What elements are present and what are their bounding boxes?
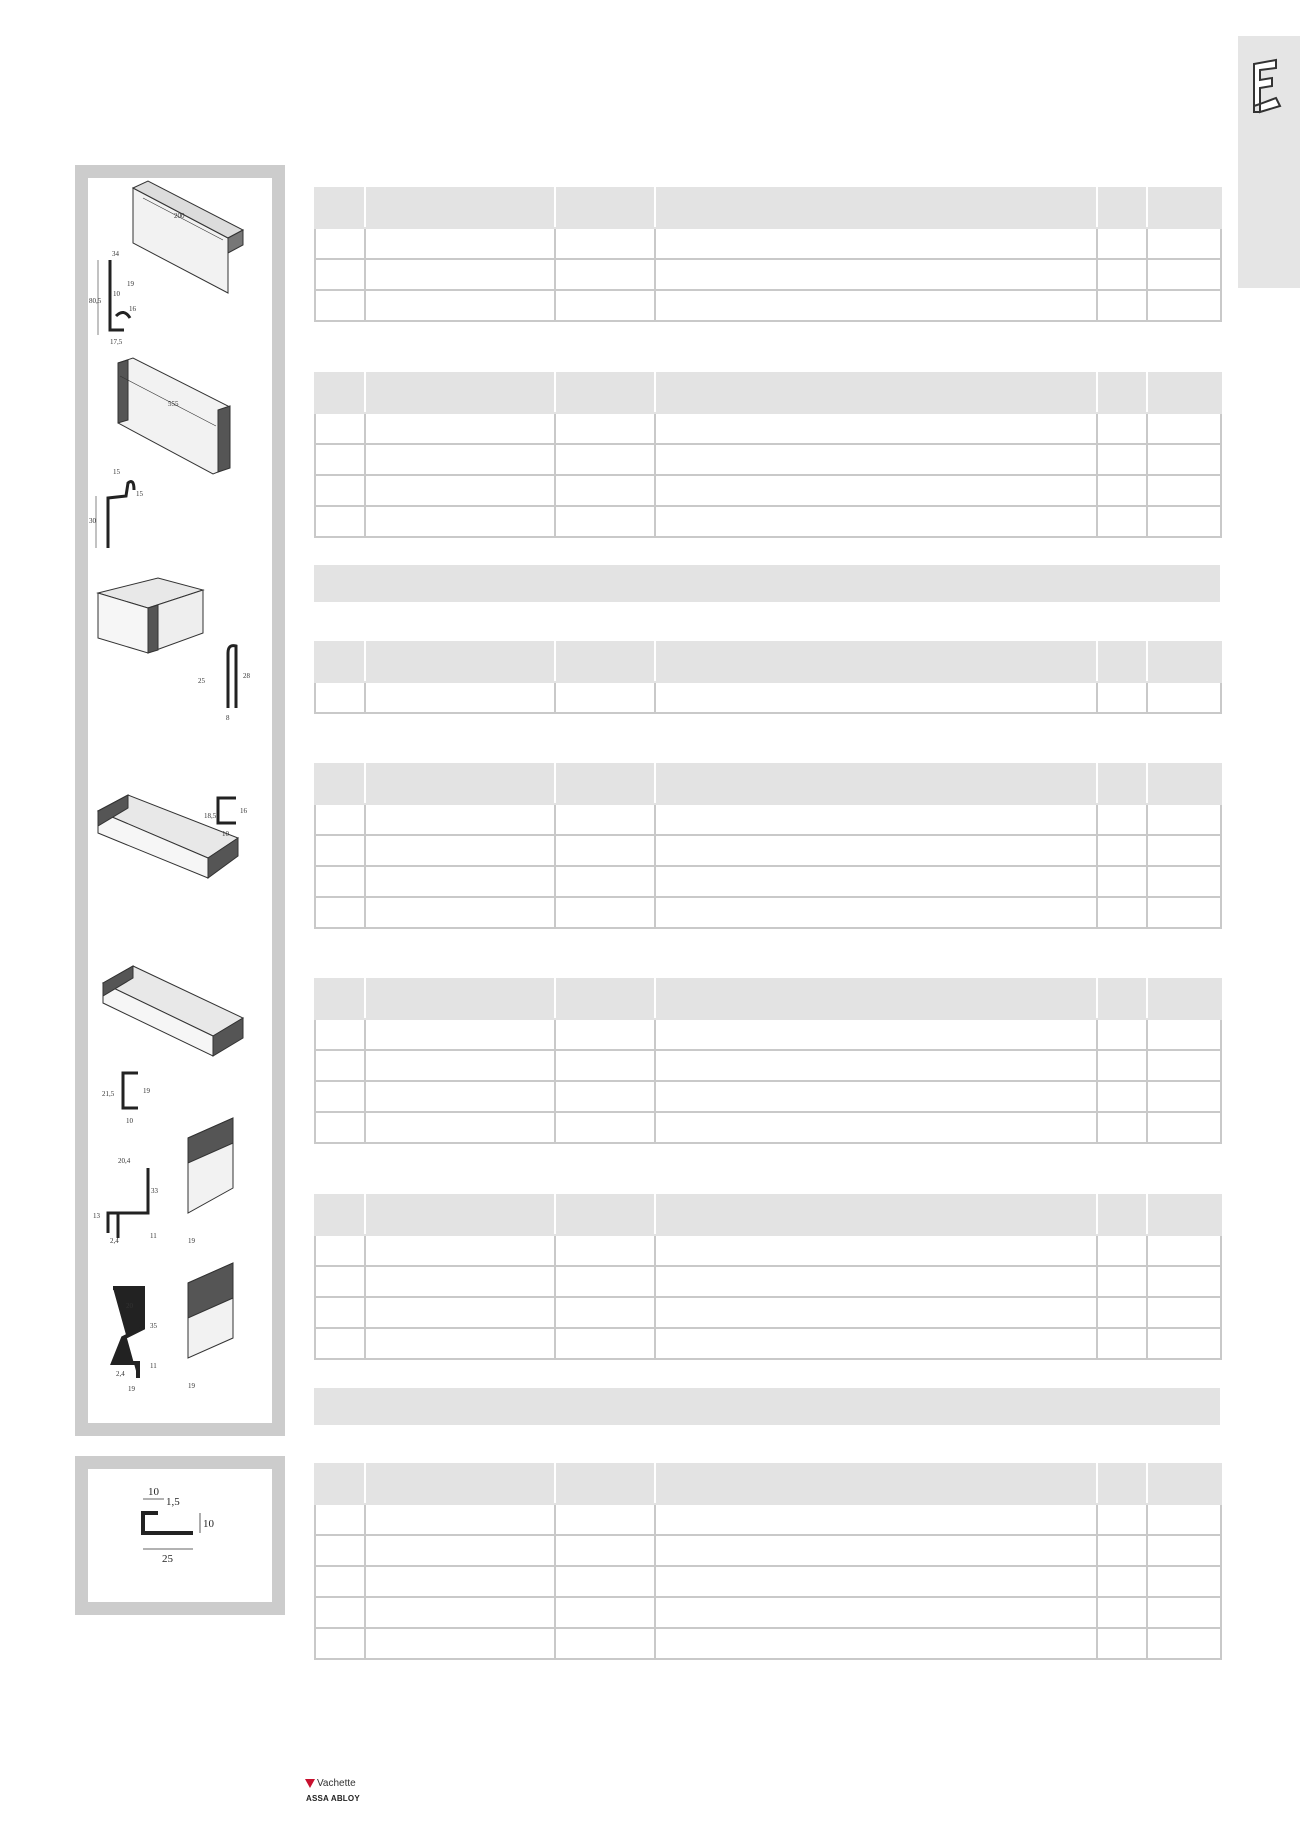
table-header	[315, 188, 1221, 228]
brand-group: ASSA ABLOY	[306, 1794, 360, 1803]
svg-text:11: 11	[150, 1232, 157, 1240]
table-header	[315, 979, 1221, 1019]
table-row	[315, 1328, 1221, 1359]
spec-table-5	[314, 978, 1222, 1144]
door-profile-icon	[1246, 58, 1286, 118]
table-row	[315, 1628, 1221, 1659]
svg-text:11: 11	[150, 1362, 157, 1370]
table-row	[315, 866, 1221, 897]
table-row	[315, 1081, 1221, 1112]
u-profile-5	[102, 966, 243, 1125]
svg-text:15: 15	[113, 468, 120, 476]
svg-text:16: 16	[129, 305, 136, 313]
svg-text:13: 13	[93, 1212, 100, 1220]
svg-text:19: 19	[127, 280, 134, 288]
j-profile-8	[88, 1469, 272, 1602]
svg-text:2,4: 2,4	[110, 1237, 119, 1245]
table-row	[315, 259, 1221, 290]
table-row	[315, 506, 1221, 537]
table-header	[315, 642, 1221, 682]
spec-table-3	[314, 641, 1222, 714]
svg-text:2,4: 2,4	[116, 1370, 125, 1378]
table-row	[315, 1266, 1221, 1297]
svg-text:80,5: 80,5	[89, 297, 102, 305]
vachette-mark-icon	[305, 1779, 315, 1788]
svg-text:10: 10	[113, 290, 120, 298]
svg-text:35: 35	[150, 1322, 157, 1330]
svg-text:17,5: 17,5	[110, 338, 123, 346]
svg-text:10: 10	[203, 1518, 214, 1530]
rail-profile-2	[89, 358, 230, 548]
table-row	[315, 1597, 1221, 1628]
svg-text:555: 555	[168, 400, 179, 408]
svg-text:10: 10	[222, 830, 229, 838]
table-row	[315, 804, 1221, 835]
table-row	[315, 413, 1221, 444]
svg-text:19: 19	[188, 1382, 195, 1390]
svg-text:16: 16	[240, 807, 247, 815]
svg-text:1,5: 1,5	[166, 1496, 180, 1508]
profile-drawings	[88, 178, 272, 1423]
svg-text:19: 19	[143, 1087, 150, 1095]
svg-text:15: 15	[136, 490, 143, 498]
brand-name: Vachette	[317, 1778, 356, 1789]
svg-text:10: 10	[126, 1117, 133, 1125]
side-tab	[1238, 36, 1300, 288]
svg-text:28: 28	[243, 672, 250, 680]
svg-text:19: 19	[128, 1385, 135, 1393]
svg-text:19: 19	[188, 1237, 195, 1245]
table-row	[315, 1050, 1221, 1081]
table-header	[315, 764, 1221, 804]
table-row	[315, 1297, 1221, 1328]
table-row	[315, 290, 1221, 321]
section-band	[314, 565, 1220, 602]
rail-profile-1	[89, 181, 243, 346]
table-row	[315, 1535, 1221, 1566]
table-row	[315, 897, 1221, 928]
spec-table-6	[314, 1194, 1222, 1360]
table-row	[315, 1566, 1221, 1597]
grip-profile-7	[113, 1263, 233, 1393]
svg-text:8: 8	[226, 714, 230, 722]
j-profile-frame	[75, 1456, 285, 1615]
table-row	[315, 1235, 1221, 1266]
spec-table-7	[314, 1463, 1222, 1660]
svg-text:34: 34	[112, 250, 119, 258]
table-row	[315, 444, 1221, 475]
svg-text:10: 10	[148, 1486, 159, 1498]
svg-text:20,4: 20,4	[118, 1157, 131, 1165]
table-row	[315, 1504, 1221, 1535]
svg-text:25: 25	[198, 677, 205, 685]
table-header	[315, 1464, 1221, 1504]
spec-table-1	[314, 187, 1222, 322]
svg-text:25: 25	[162, 1553, 173, 1565]
profile-drawings-frame	[75, 165, 285, 1436]
table-header	[315, 373, 1221, 413]
edge-profile-3	[98, 578, 251, 722]
spec-table-2	[314, 372, 1222, 538]
table-row	[315, 682, 1221, 713]
svg-text:20: 20	[126, 1302, 133, 1310]
section-band	[314, 1388, 1220, 1425]
table-row	[315, 835, 1221, 866]
table-row	[315, 1112, 1221, 1143]
svg-text:21,5: 21,5	[102, 1090, 115, 1098]
svg-text:33: 33	[151, 1187, 158, 1195]
svg-text:30: 30	[89, 517, 96, 525]
svg-text:200: 200	[174, 212, 185, 220]
svg-text:18,5: 18,5	[204, 812, 217, 820]
spec-table-4	[314, 763, 1222, 929]
table-header	[315, 1195, 1221, 1235]
table-row	[315, 475, 1221, 506]
table-row	[315, 1019, 1221, 1050]
table-row	[315, 228, 1221, 259]
grip-profile-6	[93, 1118, 233, 1245]
u-profile-4	[98, 795, 248, 878]
